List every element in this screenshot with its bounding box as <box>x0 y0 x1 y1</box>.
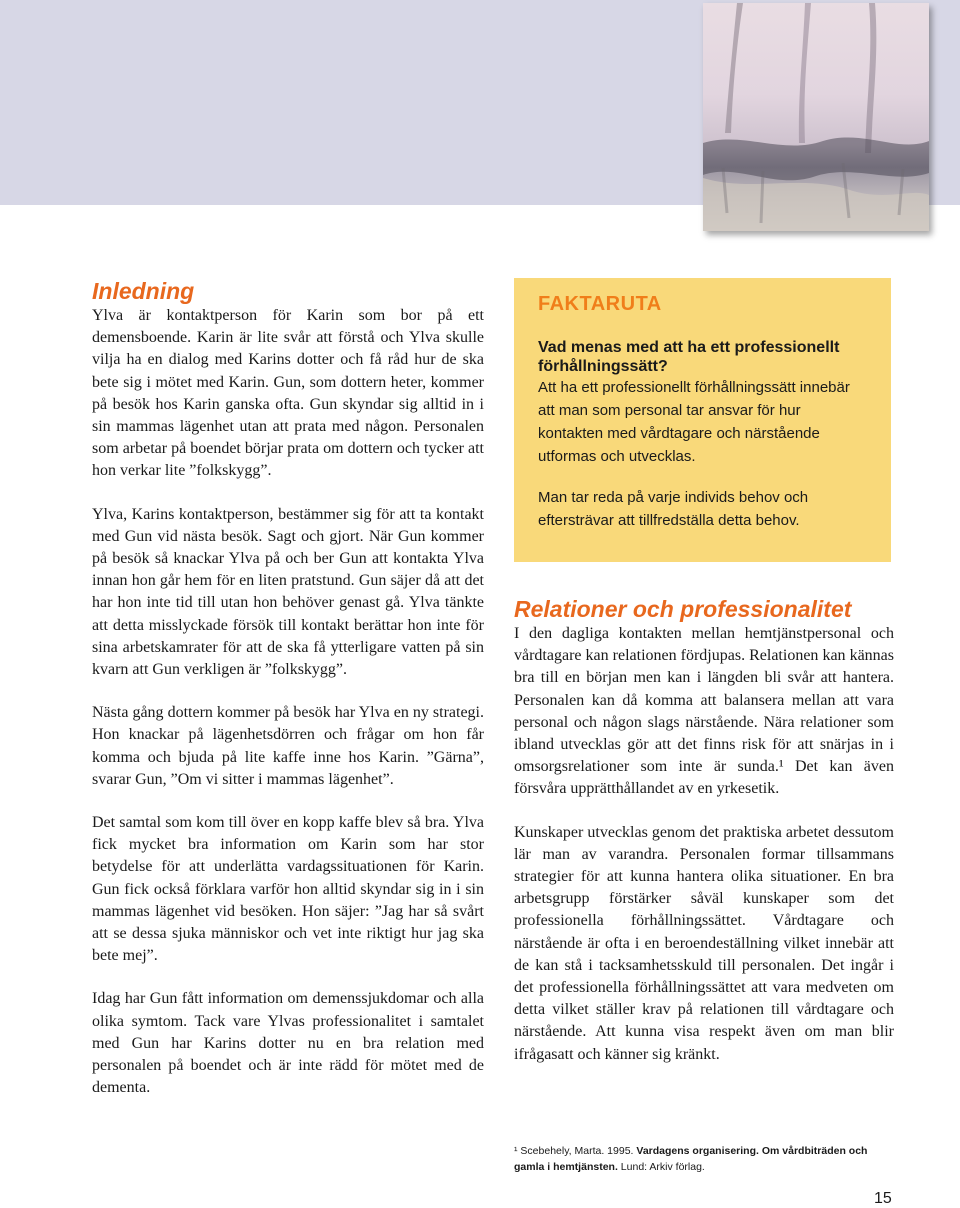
faktaruta-box <box>514 278 891 562</box>
painting-strokes <box>703 3 929 231</box>
footnote-marker: ¹ <box>514 1145 518 1157</box>
intro-paragraph: Ylva är kontaktperson för Karin som bor på ett demensboende. Karin är lite svår att förstå och Ylva skulle vilja ha en dialog med Karins dotter och få råd hur de ska bete sig i mötet med Karin. Gun, som dottern heter, kommer på besök hos Karin ganska ofta. Gun skyndar sig alltid in i sin mammas lägenhet utan att prata med någon. Personalen som arbetar på boendet börjar prata om dottern och tycker att hon verkar lite ”folkskygg”. <box>92 307 484 480</box>
faktaruta-heading: FAKTARUTA <box>538 293 662 315</box>
footnote-title: Vardagens organisering. Om vårdbiträden och gamla i hemtjänsten. <box>514 1145 868 1173</box>
relationer-paragraph: Kunskaper utvecklas genom det praktiska arbetet dessutom lär man av varandra. Personalen formar tillsammans strategier för att kunna hantera olika situationer. En bra arbetsgrupp förstärker såväl kunskaper som det professionella förhållningssättet. Vårdtagare och närstående är ofta i en beroendeställning vilket innebär att de kan stå i tacksamhetsskuld till personalen. Det ingår i det professionella förhållningssättet att vara medveten om detta vilket ställer krav på relationen till vårdtagare och närstående. Att kunna visa respekt även om man blir ifrågasatt och känner sig kränkt. <box>514 823 894 1063</box>
footnote-publisher: Lund: Arkiv förlag. <box>620 1161 705 1173</box>
relationer-paragraph: I den dagliga kontakten mellan hemtjänstpersonal och vårdtagare kan relationen fördjupas. Relationen kan kännas bra till en början men kan i längden bli svår att hantera. Personalen kan då komma att balansera mellan att vara personal och någon slags närstående. Nära relationer som ibland utvecklas gör att det finns risk för att snärjas in i omsorgsrelationer som inte är sunda.¹ Det kan även försvåra upprätthållandet av en yrkesetik. <box>514 625 894 798</box>
footnote-author: Scebehely, Marta. 1995. <box>520 1145 634 1157</box>
intro-paragraph: Nästa gång dottern kommer på besök har Ylva en ny strategi. Hon knackar på lägenhetsdörren och frågar om hon får komma och bjuda på lite kaffe inne hos Karin. ”Gärna”, svarar Gun, ”Om vi sitter i mammas lägenhet”. <box>92 704 484 788</box>
relationer-column <box>514 596 894 1066</box>
intro-heading: Inledning <box>92 278 195 304</box>
faktaruta-paragraph: Att ha ett professionellt förhållningssätt innebär att man som personal tar ansvar för hur kontakten med vårdtagare och närstående utformas och utvecklas. <box>538 379 850 465</box>
faktaruta-paragraph: Man tar reda på varje individs behov och eftersträvar att tillfredställa detta behov. <box>538 489 809 529</box>
intro-paragraph: Ylva, Karins kontaktperson, bestämmer sig för att ta kontakt med Gun vid nästa besök. Sagt och gjort. När Gun kommer på besök så knackar Ylva på och ber Gun att kontakta Ylva innan hon går hem för en liten pratstund. Gun säjer då att det har hon inte tid till utan hon behöver genast gå. Ylva tänkte att detta misslyckade försök till kontakt berättar hon inte för sina arbetskamrater för att de ska få ytterligare vatten på sin kvarn att Gun verkligen är ”folkskygg”. <box>92 505 484 679</box>
intro-paragraph: Idag har Gun fått information om demenssjukdomar och alla olika symtom. Tack vare Ylvas professionalitet i samtalet med Gun har Karins dotter nu en bra relation med personalen på boendet och är inte rädd för mötet med de dementa. <box>92 990 484 1097</box>
relationer-heading: Relationer och professionalitet <box>514 596 852 622</box>
faktaruta-question: Vad menas med att ha ett professionellt förhållningssätt? <box>538 339 840 375</box>
footnote <box>514 1143 894 1175</box>
watercolor-painting-image <box>703 3 929 231</box>
page-number: 15 <box>874 1190 892 1207</box>
intro-column <box>92 278 484 1100</box>
intro-paragraph: Det samtal som kom till över en kopp kaffe blev så bra. Ylva fick mycket bra information om Karin som har stor betydelse för att underlätta vardagssituationen för Karin. Gun fick också förklara varför hon alltid skyndar sig in i sin mammas lägenhet vid besöken. Hon säjer: ”Jag har så svårt att se dessa sjuka människor och vet inte riktigt hur jag ska bete mej”. <box>92 814 484 965</box>
